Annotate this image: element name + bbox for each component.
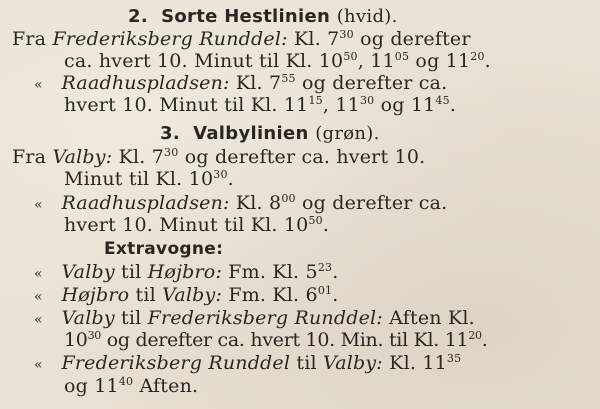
ditto-mark: «	[34, 266, 43, 282]
stop-name: Valby:	[323, 352, 383, 374]
extra-row-continued	[64, 330, 487, 351]
entry-text: .	[332, 284, 339, 306]
ditto-mark: «	[34, 312, 43, 328]
stop-name: Raadhuspladsen:	[61, 192, 230, 214]
til-word: til	[121, 307, 142, 329]
time-minutes: 23	[317, 261, 333, 274]
time-text: Kl. 7	[118, 146, 165, 168]
time-text: Fm. Kl. 6	[228, 284, 318, 306]
time-minutes: 15	[308, 94, 323, 107]
entry-text: og derefter ca.	[302, 192, 448, 214]
entry-line-continued	[64, 215, 329, 236]
section-number: 3.	[160, 123, 180, 144]
stop-name: Valby:	[52, 146, 113, 168]
time-minutes: 30	[87, 329, 101, 342]
stop-name: Frederiksberg Runddel:	[147, 307, 383, 329]
entry-text: Aften.	[133, 375, 199, 397]
section-heading-sorte-hestlinien	[128, 6, 398, 27]
entry-line	[12, 29, 471, 50]
entry-text: .	[332, 261, 339, 283]
time-text: Kl. 7	[293, 28, 340, 50]
extra-heading: Extravogne:	[104, 239, 224, 259]
ditto-mark: «	[34, 77, 43, 93]
entry-text: Aften Kl.	[389, 307, 475, 329]
time-text: og 11	[64, 375, 119, 397]
time-minutes: 50	[343, 50, 358, 63]
entry-line	[12, 147, 425, 168]
til-word: til	[121, 261, 142, 283]
time-minutes: 05	[394, 50, 410, 63]
stop-name: Raadhuspladsen:	[61, 72, 230, 94]
extra-row	[34, 262, 338, 285]
extra-row	[34, 353, 461, 376]
stop-name: Frederiksberg Runddel	[61, 352, 291, 374]
time-minutes: 30	[339, 28, 354, 41]
til-word: til	[296, 352, 317, 374]
time-text: Kl. 7	[235, 72, 282, 94]
ditto-mark: «	[34, 357, 43, 373]
stop-name: Højbro:	[147, 261, 223, 283]
entry-line	[34, 193, 447, 216]
entry-text: .	[227, 168, 234, 190]
time-minutes: 20	[468, 329, 482, 342]
til-word: til	[135, 284, 156, 306]
time-minutes: 01	[317, 284, 333, 297]
entry-text: .	[322, 214, 330, 236]
extra-row-continued	[64, 376, 198, 397]
entry-text: og derefter ca. hvert 10. Min. til Kl. 11	[100, 329, 469, 351]
time-minutes: 00	[281, 192, 296, 205]
time-minutes: 30	[213, 168, 228, 181]
entry-text: .	[484, 50, 491, 72]
time-minutes: 20	[470, 50, 485, 63]
entry-text: ca. hvert 10. Minut til Kl. 10	[64, 50, 344, 72]
entry-text: .	[449, 94, 457, 116]
time-text: Kl. 8	[235, 192, 282, 214]
entry-line-continued	[64, 51, 491, 72]
section-name: Valbylinien	[193, 123, 309, 144]
stop-name: Valby	[61, 261, 115, 283]
entry-text: , 11	[357, 50, 395, 72]
time-minutes: 35	[446, 352, 462, 365]
entry-text: og 11	[409, 50, 471, 72]
section-heading-valbylinien	[160, 123, 380, 144]
entry-text: hvert 10. Minut til Kl. 11	[64, 94, 309, 116]
entry-line-continued	[64, 169, 234, 190]
entry-text: og 11	[374, 94, 436, 116]
time-minutes: 50	[308, 214, 323, 227]
section-number: 2.	[128, 6, 148, 27]
time-minutes: 30	[359, 94, 375, 107]
section-name: Sorte Hestlinien	[161, 6, 331, 27]
extra-row	[34, 285, 339, 308]
entry-text: Minut til Kl. 10	[64, 168, 214, 190]
entry-line	[34, 73, 447, 96]
stop-name: Højbro	[61, 284, 130, 306]
extra-row	[34, 308, 475, 331]
entry-mark: Fra	[12, 28, 47, 50]
stop-name: Frederiksberg Runddel:	[52, 28, 288, 50]
time-text: Kl. 11	[389, 352, 447, 374]
entry-text: hvert 10. Minut til Kl. 10	[64, 214, 309, 236]
time-text: 10	[64, 329, 88, 351]
entry-text: , 11	[322, 94, 360, 116]
entry-text: og derefter	[360, 28, 471, 50]
entry-text: og derefter ca.	[302, 72, 448, 94]
stop-name: Valby	[61, 307, 115, 329]
entry-text: og derefter ca. hvert 10.	[184, 146, 426, 168]
time-text: Fm. Kl. 5	[228, 261, 318, 283]
time-minutes: 30	[164, 146, 179, 159]
entry-mark: Fra	[12, 146, 47, 168]
time-minutes: 45	[435, 94, 450, 107]
section-color: (grøn).	[315, 123, 380, 144]
entry-line-continued	[64, 95, 456, 116]
time-minutes: 55	[281, 72, 296, 85]
entry-text: .	[481, 329, 488, 351]
stop-name: Valby:	[162, 284, 223, 306]
ditto-mark: «	[34, 197, 43, 213]
time-minutes: 40	[118, 375, 134, 388]
ditto-mark: «	[34, 289, 43, 305]
section-color: (hvid).	[336, 6, 398, 27]
